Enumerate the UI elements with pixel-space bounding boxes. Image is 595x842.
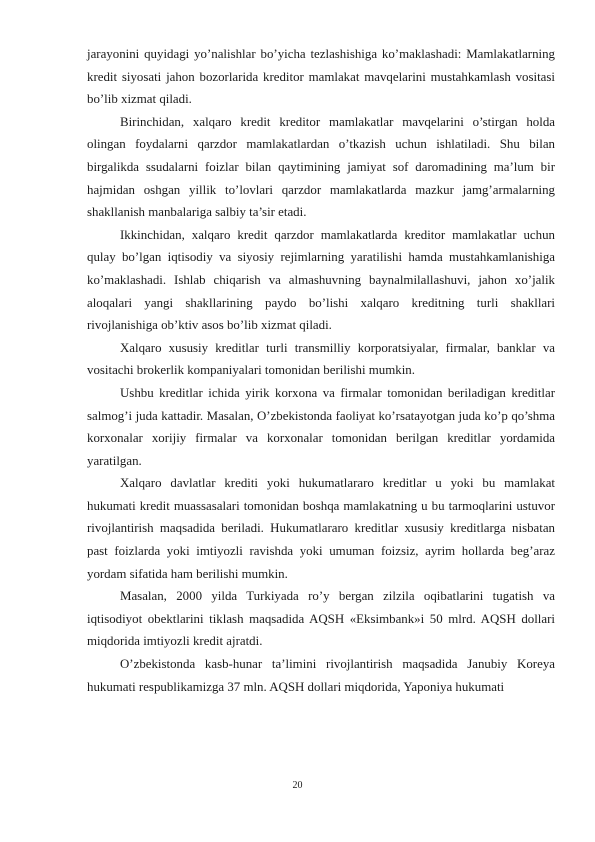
paragraph-8: O’zbekistonda kasb-hunar ta’limini rivojlantirish maqsadida Janubiy Koreya hukumati respublikamizga 37 mln. AQSH dollari miqdorida, Yaponiya hukumati bbox=[87, 657, 555, 694]
paragraph-6: Xalqaro davlatlar krediti yoki hukumatlararo kreditlar u yoki bu mamlakat hukumati kredit muassasalari tomonidan boshqa mamlakatning u bu tarmoqlarini ustuvor rivojlantirish maqsadida beriladi. Hukumatlararo kreditlar xususiy kreditlarga nisbatan past foizlarda yoki imtiyozli ravishda yoki umuman foizsiz, ayrim hollarda beg’araz yordam sifatida ham berilishi mumkin. bbox=[87, 476, 555, 581]
paragraph-7: Masalan, 2000 yilda Turkiyada ro’y bergan zilzila oqibatlarini tugatish va iqtisodiyot obektlarini tiklash maqsadida AQSH «Eksimbank»i 50 mlrd. AQSH dollari miqdorida imtiyozli kredit ajratdi. bbox=[87, 589, 555, 649]
paragraph-2: Birinchidan, xalqaro kredit kreditor mamlakatlar mavqelarini o’stirgan holda olingan foydalarni qarzdor mamlakatlardan o’tkazish uchun ishlatiladi. Shu bilan birgalikda ssudalarni foizlar bilan qaytimining jamiyat sof daromadining ma’lum bir hajmidan oshgan yillik to’lovlari qarzdor mamlakatlarda mazkur jamg’armalarning shakllanish manbalariga salbiy ta’sir etadi. bbox=[87, 114, 555, 220]
paragraph-5: Ushbu kreditlar ichida yirik korxona va firmalar tomonidan beriladigan kreditlar salmog’i juda kattadir. Masalan, O’zbekistonda faoliyat ko’rsatayotgan juda ko’p qo’shma korxonalar xorijiy firmalar va korxonalar tomonidan berilgan kreditlar yordamida yaratilgan. bbox=[87, 385, 555, 468]
paragraph-3: Ikkinchidan, xalqaro kredit qarzdor mamlakatlarda kreditor mamlakatlar uchun qulay bo’lgan iqtisodiy va siyosiy rejimlarning yaratilishi hamda mustahkamlanishiga ko’maklashadi. Ishlab chiqarish va almashuvning baynalmilallashuvi, jahon xo’jalik aloqalari yangi shakllarining paydo bo’lishi xalqaro kreditning turli shakllari rivojlanishiga ob’ktiv asos bo’lib xizmat qiladi. bbox=[87, 227, 555, 333]
document-body bbox=[87, 43, 555, 698]
paragraph-4: Xalqaro xususiy kreditlar turli transmilliy korporatsiyalar, firmalar, banklar va vositachi brokerlik kompaniyalari tomonidan berilishi mumkin. bbox=[87, 340, 555, 378]
paragraph-1: jarayonini quyidagi yo’nalishlar bo’yicha tezlashishiga ko’maklashadi: Mamlakatlarning kredit siyosati jahon bozorlarida kreditor mamlakat mavqelarini mustahkamlash vositasi bo’lib xizmat qiladi. bbox=[87, 47, 555, 107]
page-number: 20 bbox=[292, 780, 303, 791]
